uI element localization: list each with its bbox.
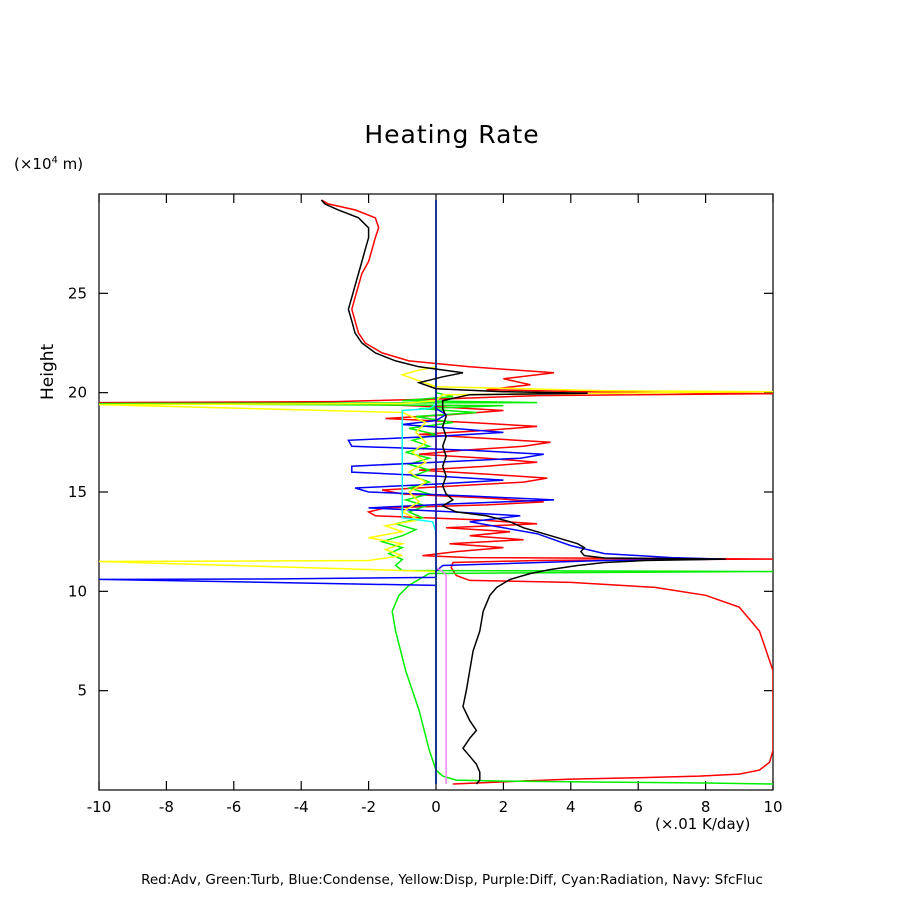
y-tick-label: 15	[67, 483, 87, 501]
x-tick-label: 4	[566, 798, 576, 816]
legend: Red:Adv, Green:Turb, Blue:Condense, Yellow:Disp, Purple:Diff, Cyan:Radiation, Navy: SfcFluc	[141, 872, 763, 888]
x-tick-label: -8	[158, 798, 174, 816]
x-tick-label: 8	[700, 798, 711, 816]
y-axis-title: Height	[38, 343, 58, 400]
x-tick-label: 6	[633, 798, 643, 816]
x-tick-label: -6	[226, 798, 242, 816]
y-tick-label: 10	[67, 582, 87, 601]
x-tick-label: -4	[293, 798, 309, 816]
x-tick-label: -2	[361, 798, 377, 816]
y-tick-label: 25	[67, 284, 87, 303]
y-axis-units-label: ($\times 10^4$ m)	[14, 155, 84, 173]
series-line-radiation	[402, 200, 436, 784]
page-title: Heating Rate	[364, 120, 540, 149]
y-tick-label: 20	[67, 383, 87, 402]
x-tick-label: -10	[86, 798, 112, 816]
x-tick-label: 0	[431, 798, 441, 816]
series-line-condense	[99, 200, 723, 784]
x-tick-label: 2	[498, 798, 509, 816]
x-axis-title: (×.01 K/day)	[655, 815, 751, 833]
data-series-group	[99, 200, 773, 784]
y-tick-label: 5	[77, 681, 87, 700]
x-tick-label: 10	[763, 798, 783, 816]
